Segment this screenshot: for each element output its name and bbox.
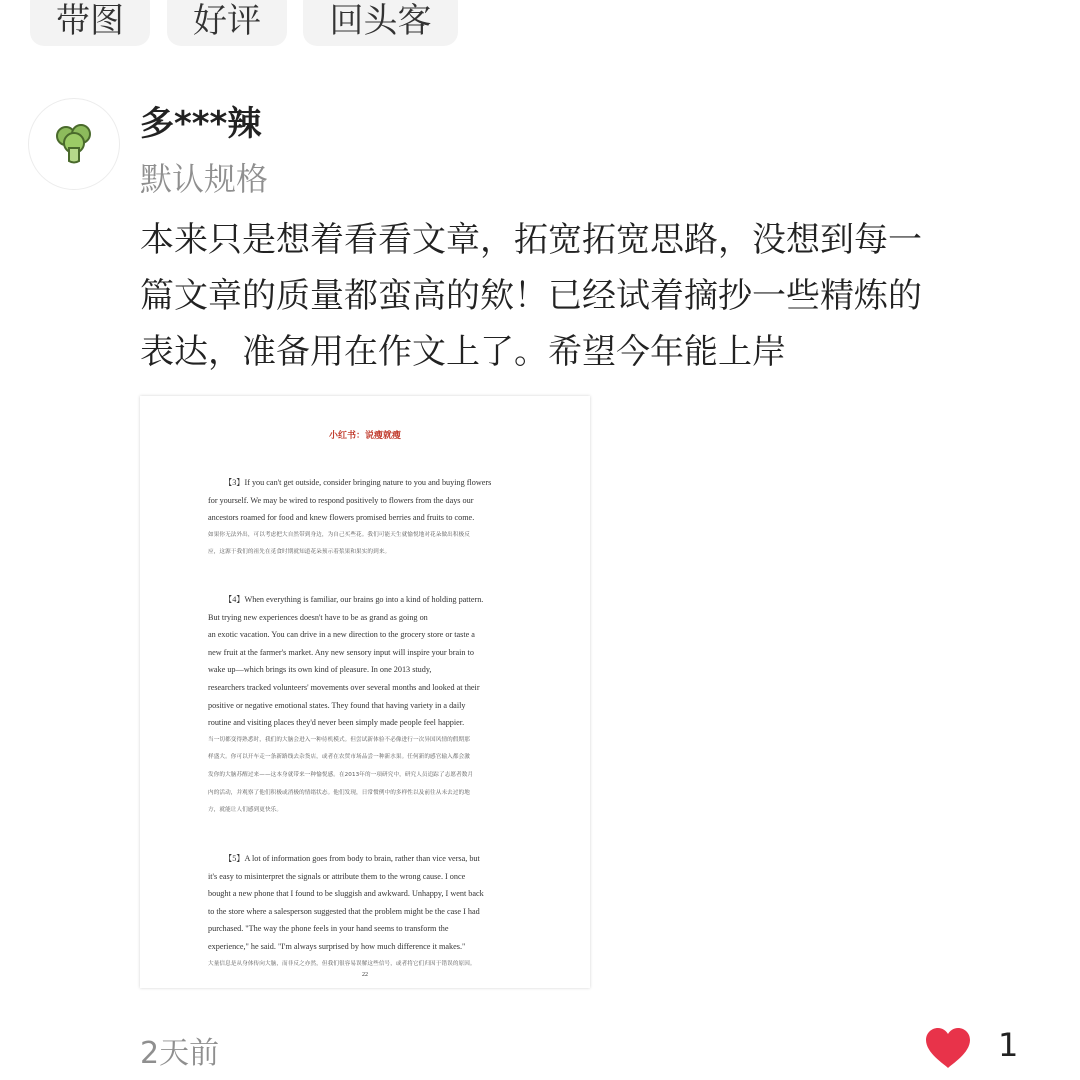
doc-line-zh: 大量信息是从身体传向大脑，而非反之亦然，但我们很容易误解这些信号，或者将它们归因于错误的原因。 (208, 960, 476, 967)
tag-positive[interactable]: 好评 (167, 0, 287, 46)
doc-line: positive or negative emotional states. They found that having variety in a daily (208, 700, 466, 710)
doc-line: 【4】When everything is familiar, our brains go into a kind of holding pattern. (224, 595, 484, 604)
review-text (140, 212, 1020, 380)
like-count: 1 (998, 1026, 1019, 1064)
doc-line: researchers tracked volunteers' movements over several months and looked at their (208, 682, 480, 692)
avatar[interactable] (28, 98, 120, 190)
doc-line: for yourself. We may be wired to respond positively to flowers from the days our (208, 495, 474, 505)
heart-icon[interactable] (924, 1026, 972, 1070)
doc-line: purchased. "The way the phone feels in your hand seems to transform the (208, 924, 449, 934)
doc-line: But trying new experiences doesn't have to be as grand as going on (208, 612, 428, 622)
doc-line: an exotic vacation. You can drive in a new direction to the grocery store or taste a (208, 630, 475, 640)
doc-line: ancestors roamed for food and knew flowers promised berries and fruits to come. (208, 513, 475, 523)
review-time: 2天前 (140, 1036, 220, 1071)
doc-line-zh: 应，这源于我们的祖先在觅食时期就知道花朵预示着浆果和果实的到来。 (208, 549, 391, 556)
doc-line: wake up—which brings its own kind of pleasure. In one 2013 study, (208, 665, 432, 675)
doc-line-zh: 内的活动，并观察了他们积极或消极的情绪状态。他们发现，日常惯例中的多样性以及前往从未去过的地 (208, 789, 470, 796)
doc-title: 小红书：说瘦就瘦 (328, 430, 401, 440)
review-photo[interactable] (140, 396, 590, 988)
username: 多***辣 (140, 104, 262, 144)
tag-with-image[interactable]: 带图 (30, 0, 150, 46)
doc-line: experience," he said. "I'm always surprised by how much difference it makes." (208, 941, 466, 951)
doc-line-zh: 当一切都变得熟悉时，我们的大脑会进入一种待机模式。但尝试新体验不必像进行一次异国风情的假期那 (208, 736, 470, 743)
doc-line-zh: 样盛大。你可以开车走一条新路线去杂货店，或者在农贸市场品尝一种新水果。任何新的感官输入都会激 (208, 754, 470, 761)
doc-line-zh: 如果你无法外出，可以考虑把大自然带到身边，为自己买些花。我们可能天生就愉悦地对花朵做出积极反 (208, 531, 470, 538)
doc-line-zh: 发你的大脑苏醒过来——这本身就带来一种愉悦感。在2013年的一项研究中，研究人员追踪了志愿者数月 (208, 771, 474, 778)
doc-line: routine and visiting places they'd never been simply made people feel happier. (208, 718, 465, 728)
doc-line-zh: 方，就能让人们感到更快乐。 (208, 807, 283, 814)
doc-line: it's easy to misinterpret the signals or attribute them to the wrong cause. I once (208, 871, 466, 881)
doc-paragraph-5 (208, 850, 526, 973)
review-line: 表达，准备用在作文上了。希望今年能上岸 (140, 332, 786, 372)
doc-line: new fruit at the farmer's market. Any new sensory input will inspire your brain to (208, 647, 474, 657)
doc-page-number: 22 (362, 972, 368, 978)
doc-line: 【3】If you can't get outside, consider bringing nature to you and buying flowers (224, 478, 492, 487)
doc-line: bought a new phone that I found to be sluggish and awkward. Unhappy, I went back (208, 889, 484, 899)
doc-paragraph-4 (208, 591, 526, 820)
doc-paragraph-3 (208, 474, 526, 562)
review-line: 篇文章的质量都蛮高的欸！已经试着摘抄一些精炼的 (140, 276, 922, 316)
doc-line: to the store where a salesperson suggested that the problem might be the case I had (208, 906, 480, 916)
product-spec: 默认规格 (140, 160, 269, 198)
review-line: 本来只是想着看看文章，拓宽拓宽思路，没想到每一 (140, 220, 922, 260)
doc-line: 【5】A lot of information goes from body to brain, rather than vice versa, but (224, 854, 480, 863)
broccoli-icon (51, 121, 97, 167)
tag-repeat-customer[interactable]: 回头客 (303, 0, 458, 46)
